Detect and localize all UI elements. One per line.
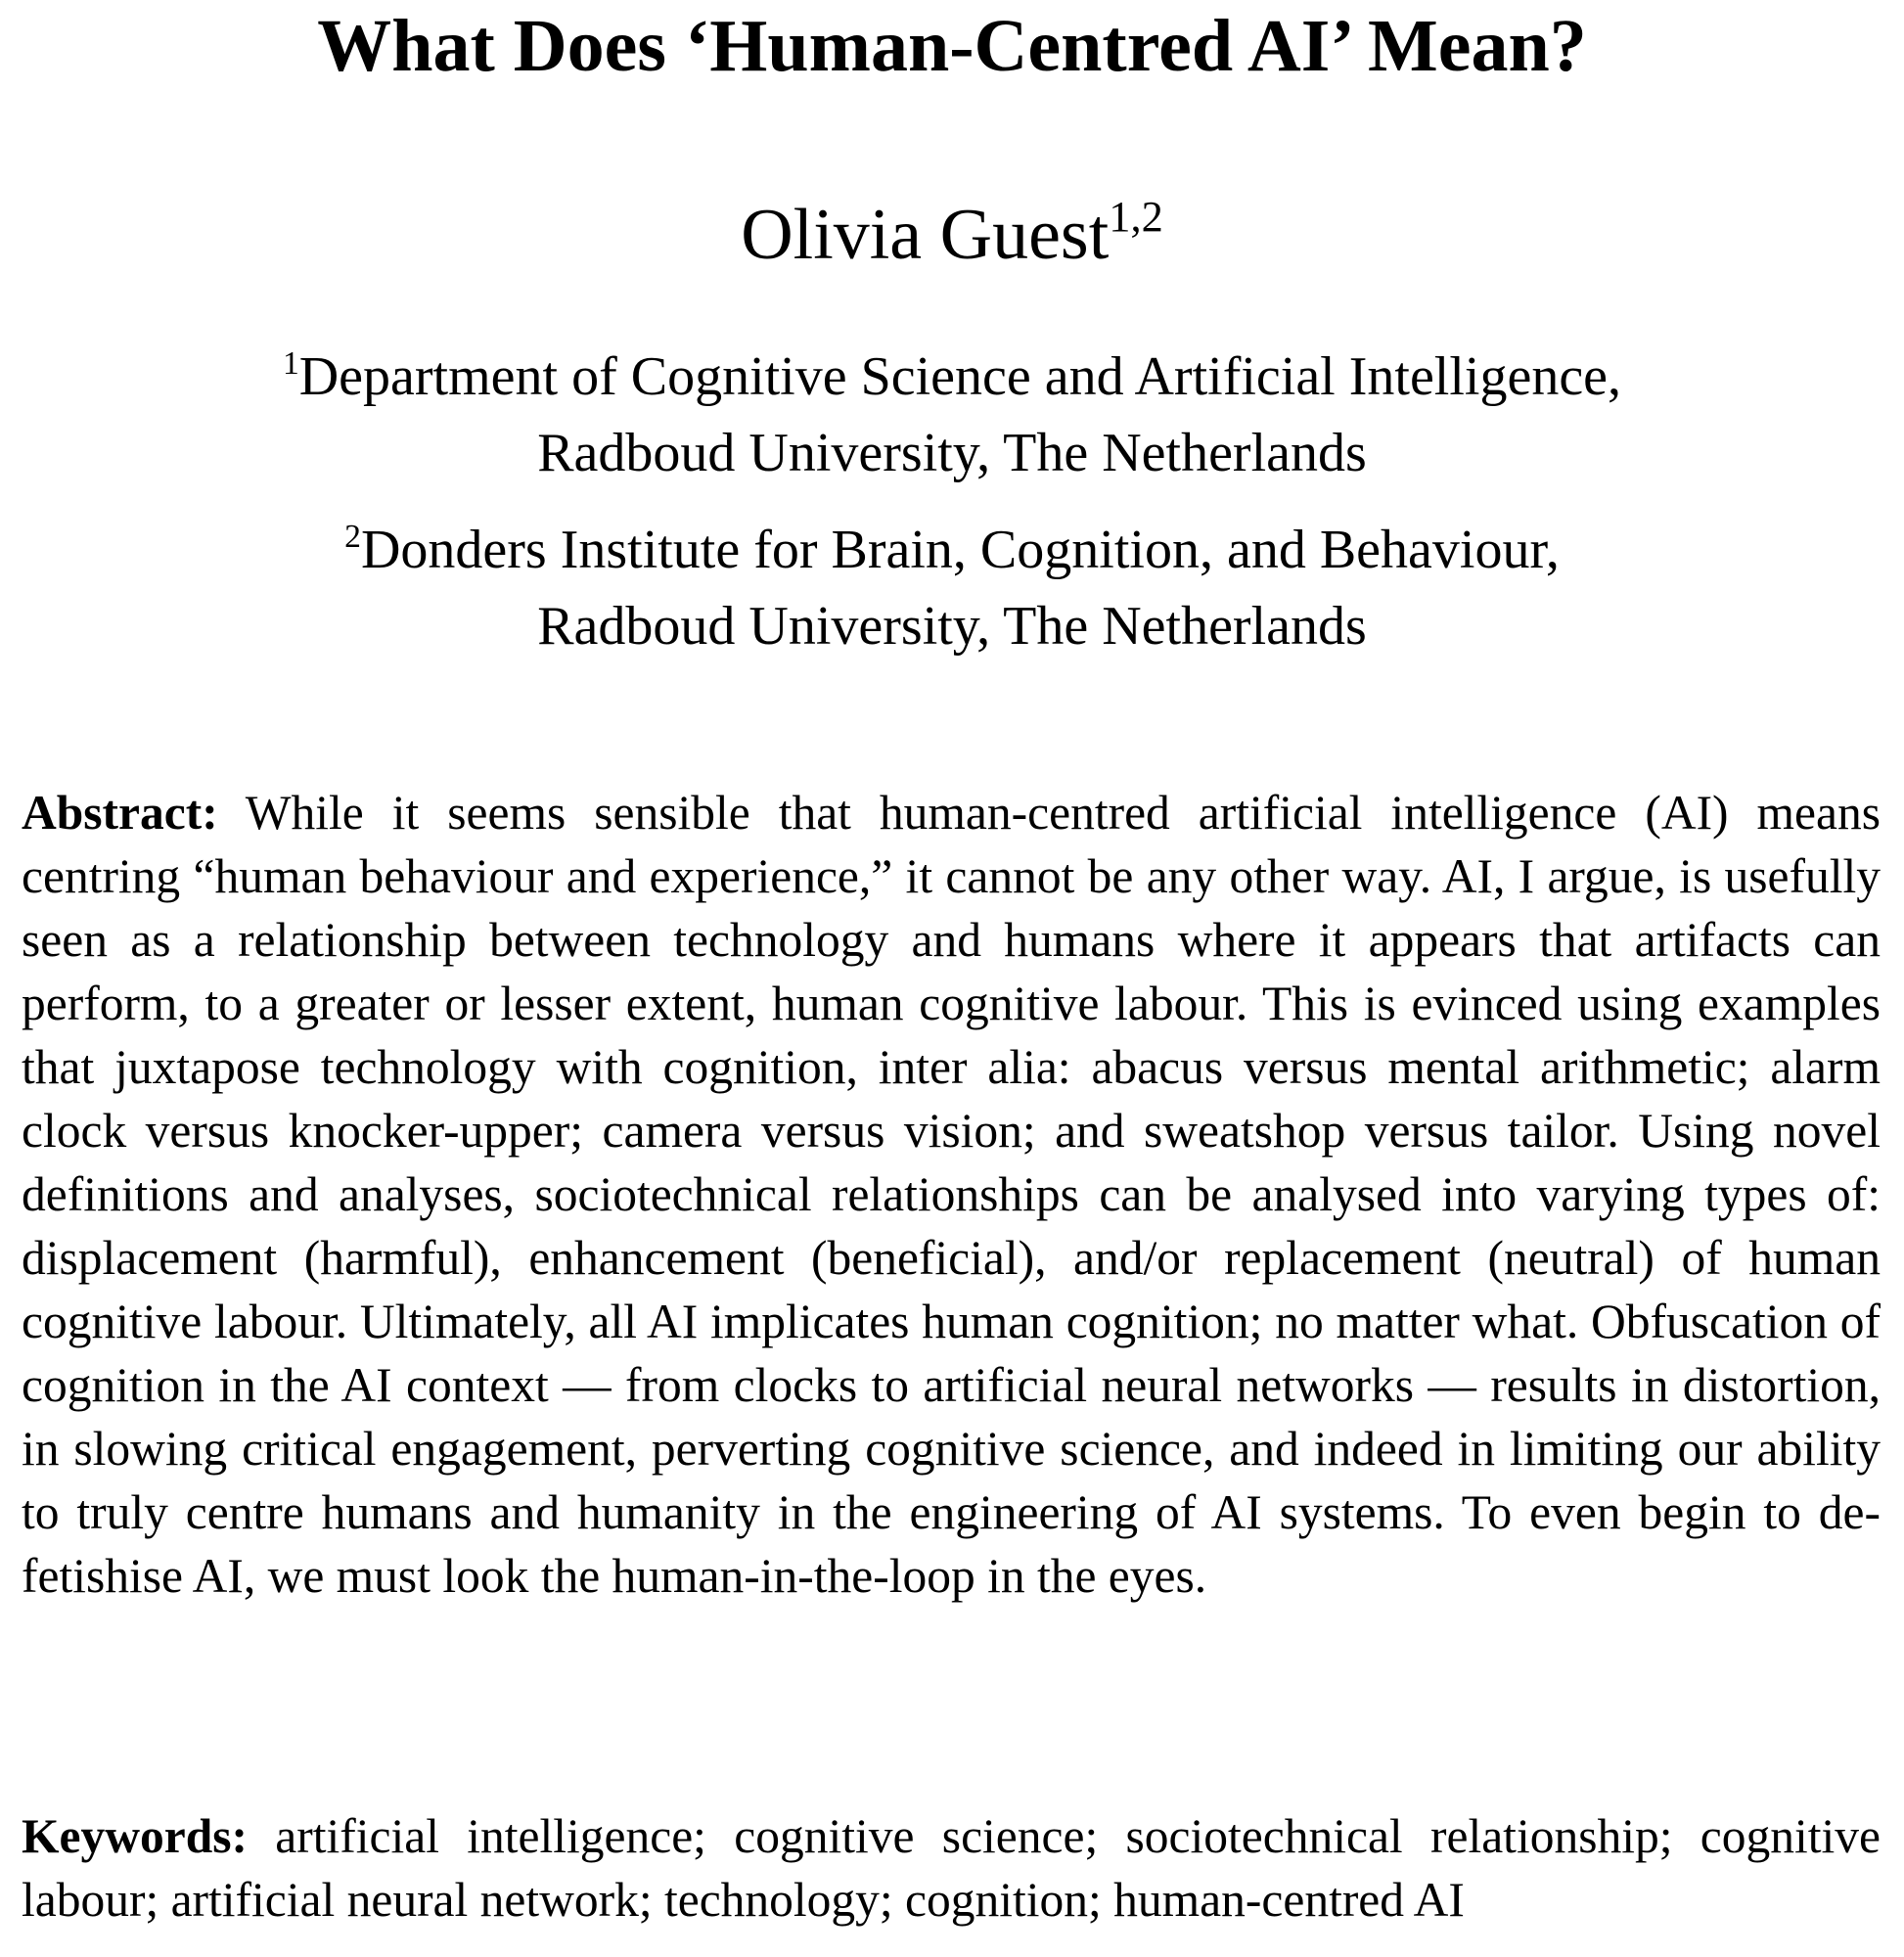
keywords-label: Keywords: xyxy=(22,1808,248,1863)
abstract xyxy=(22,781,1881,1608)
abstract-label: Abstract: xyxy=(22,785,218,840)
affiliation-1-line-1 xyxy=(0,342,1904,419)
author-line xyxy=(0,191,1904,288)
affiliation-1-mark: 1 xyxy=(282,345,299,383)
keywords-text: artificial intelligence; cognitive science; sociotechnical relationship; cognitive labour; artificial neural network; technology; cognition; human-centred AI xyxy=(22,1808,1881,1927)
affiliation-2-line-2: Radboud University, The Netherlands xyxy=(537,596,1367,657)
affiliation-1-line-2: Radboud University, The Netherlands xyxy=(537,423,1367,483)
affiliation-1 xyxy=(0,342,1904,487)
author-affiliation-marks: 1,2 xyxy=(1109,192,1163,242)
affiliation-2-institute: Donders Institute for Brain, Cognition, and Behaviour, xyxy=(360,520,1560,580)
paper-title: What Does ‘Human-Centred AI’ Mean? xyxy=(317,5,1587,87)
affiliation-1-department: Department of Cognitive Science and Artificial Intelligence, xyxy=(298,346,1622,407)
affiliation-2-line-1 xyxy=(0,516,1904,592)
affiliation-2 xyxy=(0,516,1904,660)
keywords xyxy=(22,1804,1881,1932)
abstract-text: While it seems sensible that human-centred artificial intelligence (AI) means centring “human behaviour and experience,” it cannot be any other way. AI, I argue, is usefully seen as a relationship between technology and humans where it appears that artifacts can perform, to a greater or lesser extent, human cognitive labour. This is evinced using examples that juxtapose technology with cognition, inter alia: abacus versus mental arithmetic; alarm clock versus knocker-upper; camera versus vision; and sweatshop versus tailor. Using novel definitions and analyses, sociotechnical relationships can be analysed into varying types of: displacement (harmful), enhancement (beneficial), and/or replacement (neutral) of human cognitive labour. Ultimately, all AI implicates human cognition; no matter what. Obfuscation of cognition in the AI context — from clocks to artificial neural networks — results in distortion, in slowing critical engagement, perverting cognitive science, and indeed in limiting our ability to truly centre humans and humanity in the engineering of AI systems. To even begin to de-fetishise AI, we must look the human-in-the-loop in the eyes. xyxy=(22,785,1881,1603)
author-name: Olivia Guest xyxy=(741,195,1110,275)
affiliation-2-mark: 2 xyxy=(344,519,361,556)
